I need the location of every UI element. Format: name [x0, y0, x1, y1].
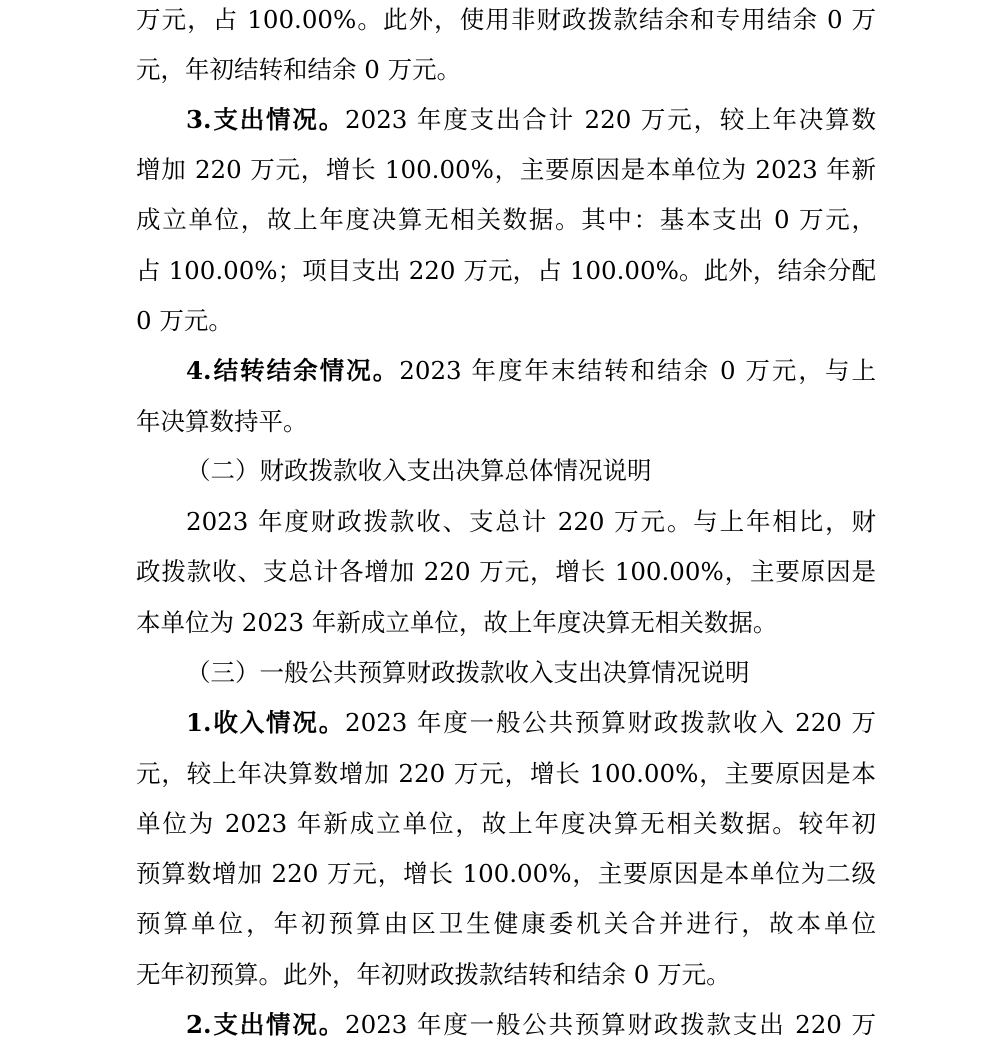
line-text: 2023 年度财政拨款收、支总计 220 万元。与上年相比，财 [186, 507, 876, 536]
paragraph-start-line [186, 1007, 876, 1043]
line-text: 元，年初结转和结余 0 万元。 [136, 55, 462, 84]
paragraph-start-line [186, 102, 876, 138]
text-line [136, 906, 876, 942]
paragraph-start-line [186, 705, 876, 741]
text-line [136, 303, 876, 339]
paragraph-start-line [186, 353, 876, 389]
line-text: 元，较上年决算数增加 220 万元，增长 100.00%，主要原因是本 [136, 759, 876, 788]
heading-text: （三）一般公共预算财政拨款收入支出决算情况说明 [186, 658, 750, 687]
text-line [136, 605, 876, 641]
section-heading [186, 655, 876, 691]
paragraph-start-line [186, 504, 876, 540]
text-line [136, 957, 876, 993]
section-lead-heading: 1.收入情况。 [186, 708, 346, 737]
text-line [136, 253, 876, 289]
text-line [136, 202, 876, 238]
line-text: 年决算数持平。 [136, 407, 308, 436]
line-text: 成立单位，故上年度决算无相关数据。其中：基本支出 0 万元， [136, 205, 876, 234]
line-text: 2023 年度一般公共预算财政拨款支出 220 万 [345, 1010, 877, 1039]
line-text: 2023 年度支出合计 220 万元，较上年决算数 [345, 105, 877, 134]
line-text: 单位为 2023 年新成立单位，故上年度决算无相关数据。较年初 [136, 809, 876, 838]
section-lead-heading: 3.支出情况。 [186, 105, 346, 134]
line-text: 本单位为 2023 年新成立单位，故上年度决算无相关数据。 [136, 608, 778, 637]
line-text: 增加 220 万元，增长 100.00%，主要原因是本单位为 2023 年新 [136, 155, 876, 184]
section-lead-heading: 2.支出情况。 [186, 1010, 346, 1039]
line-text: 占 100.00%；项目支出 220 万元，占 100.00%。此外，结余分配 [136, 256, 876, 285]
line-text: 0 万元。 [136, 306, 233, 335]
text-line [136, 152, 876, 188]
line-text: 预算单位，年初预算由区卫生健康委机关合并进行，故本单位 [136, 909, 876, 938]
text-line [136, 2, 876, 38]
section-lead-heading: 4.结转结余情况。 [186, 356, 400, 385]
heading-text: （二）财政拨款收入支出决算总体情况说明 [186, 456, 652, 485]
line-text: 预算数增加 220 万元，增长 100.00%，主要原因是本单位为二级 [136, 859, 876, 888]
line-text: 政拨款收、支总计各增加 220 万元，增长 100.00%，主要原因是 [136, 557, 876, 586]
line-text: 2023 年度年末结转和结余 0 万元，与上 [399, 356, 876, 385]
text-line [136, 856, 876, 892]
section-heading [186, 453, 876, 489]
text-line [136, 806, 876, 842]
line-text: 2023 年度一般公共预算财政拨款收入 220 万 [345, 708, 877, 737]
text-line [136, 52, 876, 88]
line-text: 万元，占 100.00%。此外，使用非财政拨款结余和专用结余 0 万 [136, 5, 876, 34]
text-line [136, 404, 876, 440]
text-line [136, 756, 876, 792]
text-line [136, 554, 876, 590]
line-text: 无年初预算。此外，年初财政拨款结转和结余 0 万元。 [136, 960, 731, 989]
